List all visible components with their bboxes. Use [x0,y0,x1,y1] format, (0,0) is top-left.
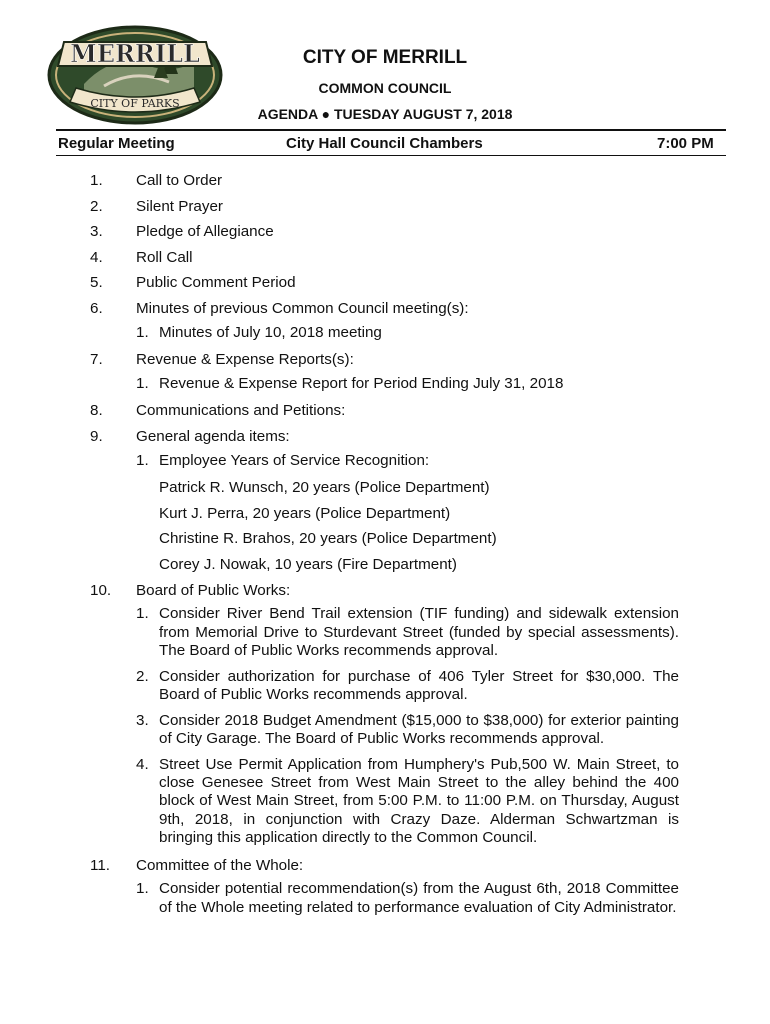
meeting-time: 7:00 PM [657,135,714,152]
agenda-list [0,170,770,924]
sub-item-text: Employee Years of Service Recognition: [159,451,430,469]
sub-item [0,324,770,342]
header-rule-bottom [56,155,726,156]
honoree [0,554,770,580]
item-text: Call to Order [136,172,223,189]
item-text: Silent Prayer [136,197,223,215]
agenda-item-1 [0,170,770,196]
item-text: Communications and Petitions: [136,402,346,420]
city-logo [44,22,226,126]
honoree [0,477,770,503]
sub-item [0,452,770,470]
item-text: Board of Public Works: [136,581,291,599]
item-number: 5. [90,274,103,292]
item-number: 11. [90,856,110,874]
item-text: Roll Call [136,248,193,266]
item-number: 4. [90,248,103,266]
sub-item [0,880,770,917]
agenda-item-6 [0,298,770,324]
agenda-item-7 [0,349,770,375]
agenda-date: AGENDA ● TUESDAY AUGUST 7, 2018 [257,106,513,122]
item-text: Committee of the Whole: [136,856,304,874]
logo-name: MERRILL [70,39,200,68]
council-name: COMMON COUNCIL [318,80,452,96]
item-number: 3. [90,223,103,241]
item-text: Public Comment Period [136,274,296,292]
sub-item-text: Revenue & Expense Report for Period Ending July 31, 2018 [159,374,564,392]
agenda-item-5 [0,272,770,298]
sub-item-text: Consider 2018 Budget Amendment ($15,000 to $38,000) for exterior painting of City Garage. The Board of Public Works recommends approval. [159,711,679,747]
header-rule-top [56,129,726,131]
sub-item-number: 1. [136,374,149,392]
item-number: 6. [90,299,103,317]
sub-item [0,756,770,848]
honoree-name: Christine R. Brahos, 20 years (Police Department) [159,530,497,548]
item-number: 2. [90,197,103,215]
item-text: Pledge of Allegiance [136,223,274,241]
honoree [0,528,770,554]
city-title: CITY OF MERRILL [302,47,468,68]
honoree-name: Patrick R. Wunsch, 20 years (Police Department) [159,479,490,497]
agenda-item-11 [0,855,770,881]
sub-item-number: 1. [136,605,149,623]
sub-item-number: 4. [136,755,149,773]
item-number: 9. [90,427,103,445]
sub-item [0,668,770,705]
sub-item [0,712,770,749]
sub-item-number: 3. [136,711,149,729]
item-text: General agenda items: [136,427,290,445]
item-number: 1. [90,172,103,189]
sub-item-text: Street Use Permit Application from Humphery's Pub,500 W. Main Street, to close Genesee Street from West Main Street to the alley behind the 400 block of West Main Street, from 5:00 P.M. to 11:00 P.M. on Thursday, August 9th, 2018, in conjunction with Crazy Daze. Alderman Schwartzman is bringing this application directly to the Common Council. [159,755,679,847]
sub-item-text: Consider River Bend Trail extension (TIF funding) and sidewalk extension from Memorial Drive to Sturdevant Street (funded by special assessments). The Board of Public Works recommends approval. [159,605,679,659]
sub-item-number: 1. [136,323,149,341]
sub-item-number: 1. [136,451,149,469]
item-text: Minutes of previous Common Council meeting(s): [136,299,469,317]
logo-tagline: CITY OF PARKS [90,97,180,110]
sub-item-text: Consider potential recommendation(s) from the August 6th, 2018 Committee of the Whole meeting related to performance evaluation of City Administrator. [159,880,679,916]
honoree [0,503,770,529]
sub-item-number: 2. [136,667,149,685]
agenda-item-3 [0,221,770,247]
sub-item-text: Minutes of July 10, 2018 meeting [159,323,382,341]
sub-item-number: 1. [136,880,149,898]
honoree-name: Kurt J. Perra, 20 years (Police Department) [159,504,451,522]
agenda-item-10 [0,580,770,606]
honoree-name: Corey J. Nowak, 10 years (Fire Department) [159,555,457,573]
agenda-item-8 [0,400,770,426]
sub-item [0,605,770,660]
agenda-item-4 [0,247,770,273]
item-number: 10. [90,581,112,599]
agenda-item-2 [0,196,770,222]
sub-item [0,375,770,393]
agenda-item-9 [0,426,770,452]
item-number: 8. [90,402,103,420]
item-text: Revenue & Expense Reports(s): [136,351,354,369]
meeting-location: City Hall Council Chambers [286,135,483,152]
sub-item-text: Consider authorization for purchase of 406 Tyler Street for $30,000. The Board of Public Works recommends approval. [159,667,679,703]
item-number: 7. [90,351,103,369]
meeting-type: Regular Meeting [58,135,175,152]
